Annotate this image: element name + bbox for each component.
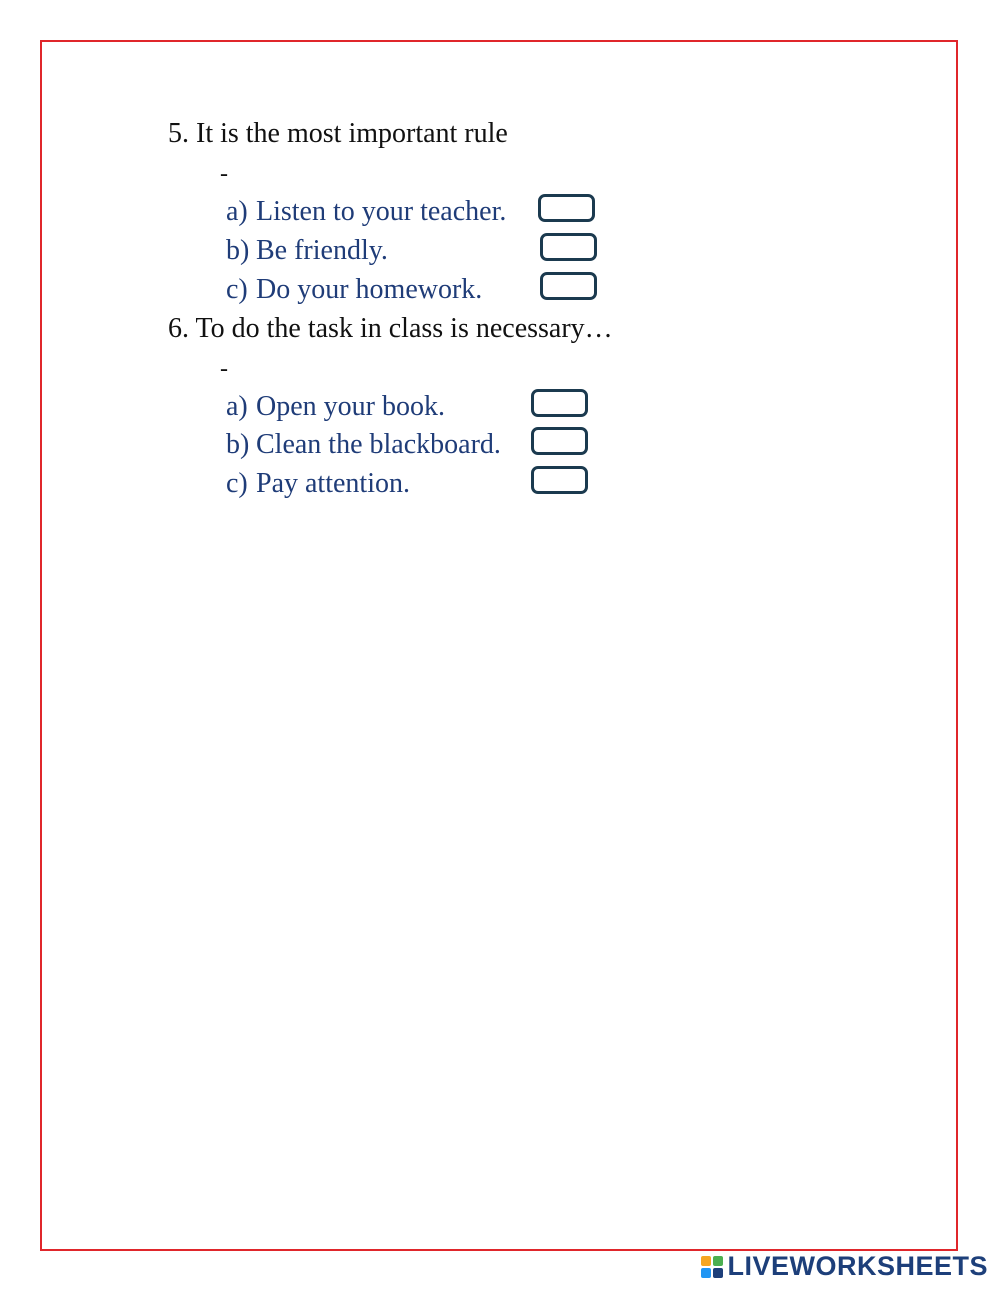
option-label: Clean the blackboard.	[256, 429, 501, 460]
option-letter: c)	[226, 468, 248, 499]
option-label: Listen to your teacher.	[256, 196, 507, 227]
logo-square	[701, 1256, 711, 1266]
question-6-option-c	[0, 468, 1000, 500]
question-5-prompt: 5. It is the most important rule	[168, 118, 508, 149]
question-5-option-b	[0, 235, 1000, 267]
option-letter: a)	[226, 196, 248, 227]
question-5-option-c	[0, 274, 1000, 306]
option-letter: b)	[226, 429, 250, 460]
logo-square	[713, 1268, 723, 1278]
option-letter: b)	[226, 235, 250, 266]
option-letter: c)	[226, 274, 248, 305]
question-5-option-a	[0, 196, 1000, 228]
question-5-option-c-checkbox[interactable]	[540, 272, 597, 300]
liveworksheets-brand	[701, 1251, 988, 1282]
option-label: Open your book.	[256, 391, 445, 422]
option-label: Be friendly.	[256, 235, 388, 266]
option-label: Pay attention.	[256, 468, 410, 499]
question-5-option-a-checkbox[interactable]	[538, 194, 595, 222]
liveworksheets-logo-icon	[701, 1256, 723, 1278]
question-5-option-b-checkbox[interactable]	[540, 233, 597, 261]
brand-name: LIVEWORKSHEETS	[727, 1251, 988, 1281]
question-5-answer-dash: -	[220, 161, 228, 187]
question-6-option-b-checkbox[interactable]	[531, 427, 588, 455]
logo-square	[713, 1256, 723, 1266]
question-6-option-b	[0, 429, 1000, 461]
option-letter: a)	[226, 391, 248, 422]
question-6-option-a-checkbox[interactable]	[531, 389, 588, 417]
logo-square	[701, 1268, 711, 1278]
question-6-answer-dash: -	[220, 356, 228, 382]
question-6-prompt: 6. To do the task in class is necessary…	[168, 313, 613, 344]
question-6-option-c-checkbox[interactable]	[531, 466, 588, 494]
question-6-option-a	[0, 391, 1000, 423]
option-label: Do your homework.	[256, 274, 483, 305]
